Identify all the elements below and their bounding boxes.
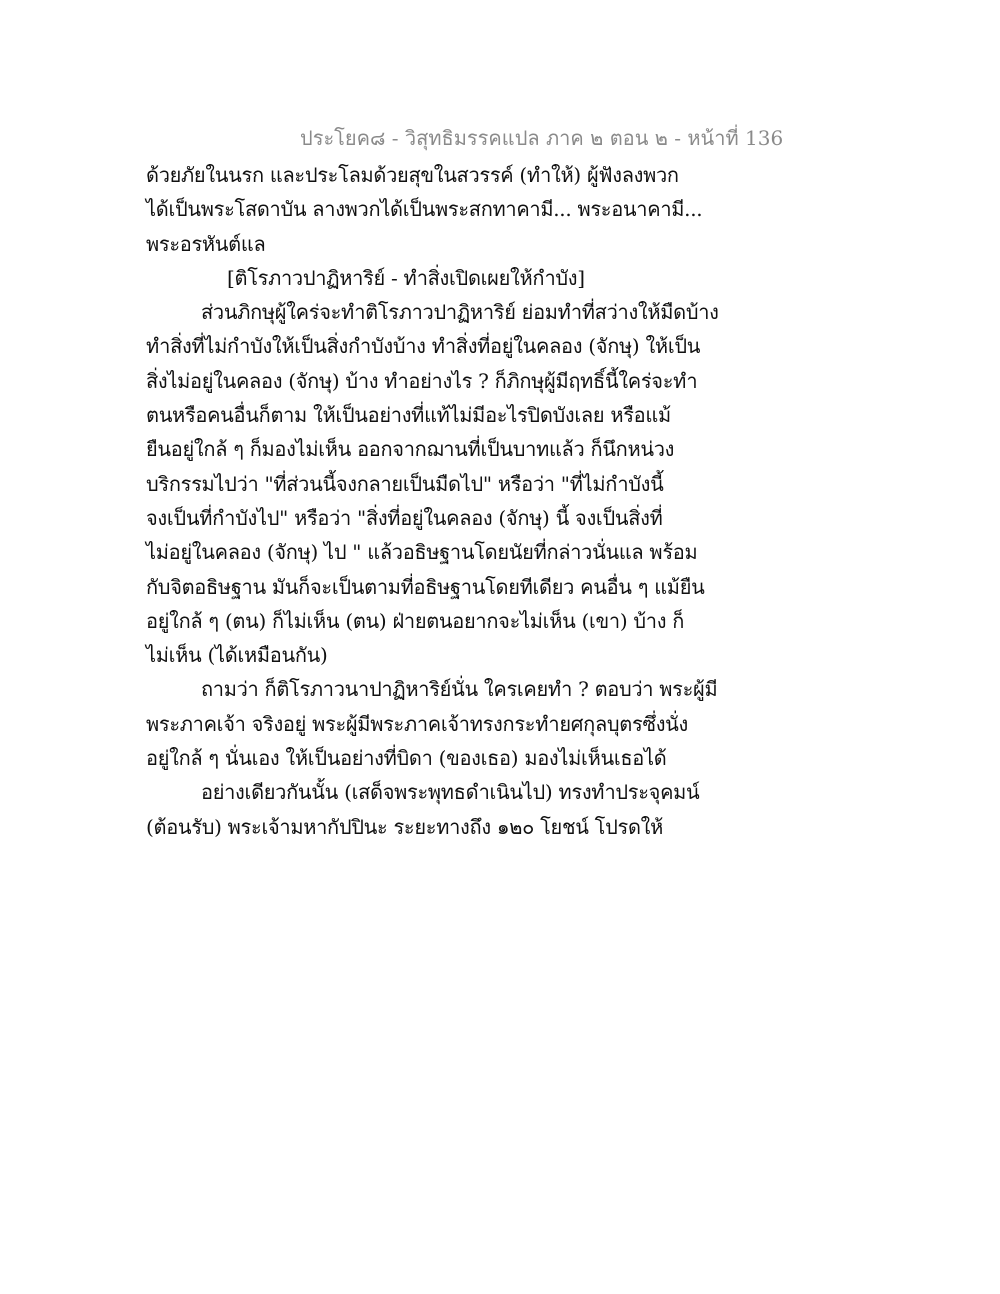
text-line: ไม่อยู่ในคลอง (จักษุ) ไป " แล้วอธิษฐานโดยนัยที่กล่าวนั่นแล พร้อม	[146, 540, 698, 565]
text-line: อยู่ใกล้ ๆ นั่นเอง ให้เป็นอย่างที่บิดา (ของเธอ) มองไม่เห็นเธอได้	[146, 746, 667, 771]
text-line: อยู่ใกล้ ๆ (ตน) ก็ไม่เห็น (ตน) ฝ่ายตนอยากจะไม่เห็น (เขา) บ้าง ก็	[146, 608, 685, 633]
text-line: บริกรรมไปว่า "ที่ส่วนนี้จงกลายเป็นมืดไป" หรือว่า "ที่ไม่กำบังนี้	[146, 471, 664, 496]
running-header: ประโยค๘ - วิสุทธิมรรคแปล ภาค ๒ ตอน ๒ - หน้าที่ 136	[300, 126, 784, 150]
text-line: ไม่เห็น (ได้เหมือนกัน)	[146, 643, 328, 668]
text-line: พระภาคเจ้า จริงอยู่ พระผู้มีพระภาคเจ้าทรงกระทำยศกุลบุตรซึ่งนั่ง	[146, 711, 689, 736]
text-line: (ต้อนรับ) พระเจ้ามหากัปปินะ ระยะทางถึง ๑๒๐ โยชน์ โปรดให้	[146, 814, 663, 839]
text-line: สิ่งไม่อยู่ในคลอง (จักษุ) บ้าง ทำอย่างไร ? ก็ภิกษุผู้มีฤทธิ์นี้ใคร่จะทำ	[146, 368, 698, 393]
text-line: จงเป็นที่กำบังไป" หรือว่า "สิ่งที่อยู่ในคลอง (จักษุ) นี้ จงเป็นสิ่งที่	[146, 505, 663, 530]
text-line: ส่วนภิกษุผู้ใคร่จะทำติโรภาวปาฏิหาริย์ ย่อมทำที่สว่างให้มืดบ้าง	[201, 300, 719, 325]
text-line: พระอรหันต์แล	[146, 231, 266, 256]
body-text	[146, 158, 719, 844]
text-line: ยืนอยู่ใกล้ ๆ ก็มองไม่เห็น ออกจากฌานที่เป็นบาทแล้ว ก็นึกหน่วง	[146, 437, 675, 462]
text-line: ทำสิ่งที่ไม่กำบังให้เป็นสิ่งกำบังบ้าง ทำสิ่งที่อยู่ในคลอง (จักษุ) ให้เป็น	[146, 334, 701, 359]
text-line: ตนหรือคนอื่นก็ตาม ให้เป็นอย่างที่แท้ไม่มีอะไรปิดบังเลย หรือแม้	[146, 403, 671, 428]
text-line: ถามว่า ก็ติโรภาวนาปาฏิหาริย์นั่น ใครเคยทำ ? ตอบว่า พระผู้มี	[201, 677, 718, 702]
section-heading: [ติโรภาวปาฏิหาริย์ - ทำสิ่งเปิดเผยให้กำบัง]	[227, 265, 585, 290]
text-line: อย่างเดียวกันนั้น (เสด็จพระพุทธดำเนินไป) ทรงทำประจุคมน์	[201, 780, 700, 805]
text-line: กับจิตอธิษฐาน มันก็จะเป็นตามที่อธิษฐานโดยทีเดียว คนอื่น ๆ แม้ยืน	[146, 574, 705, 599]
text-line: ได้เป็นพระโสดาบัน ลางพวกได้เป็นพระสกทาคามี... พระอนาคามี...	[146, 197, 703, 222]
text-line: ด้วยภัยในนรก และประโลมด้วยสุขในสวรรค์ (ทำให้) ผู้ฟังลงพวก	[146, 163, 679, 187]
